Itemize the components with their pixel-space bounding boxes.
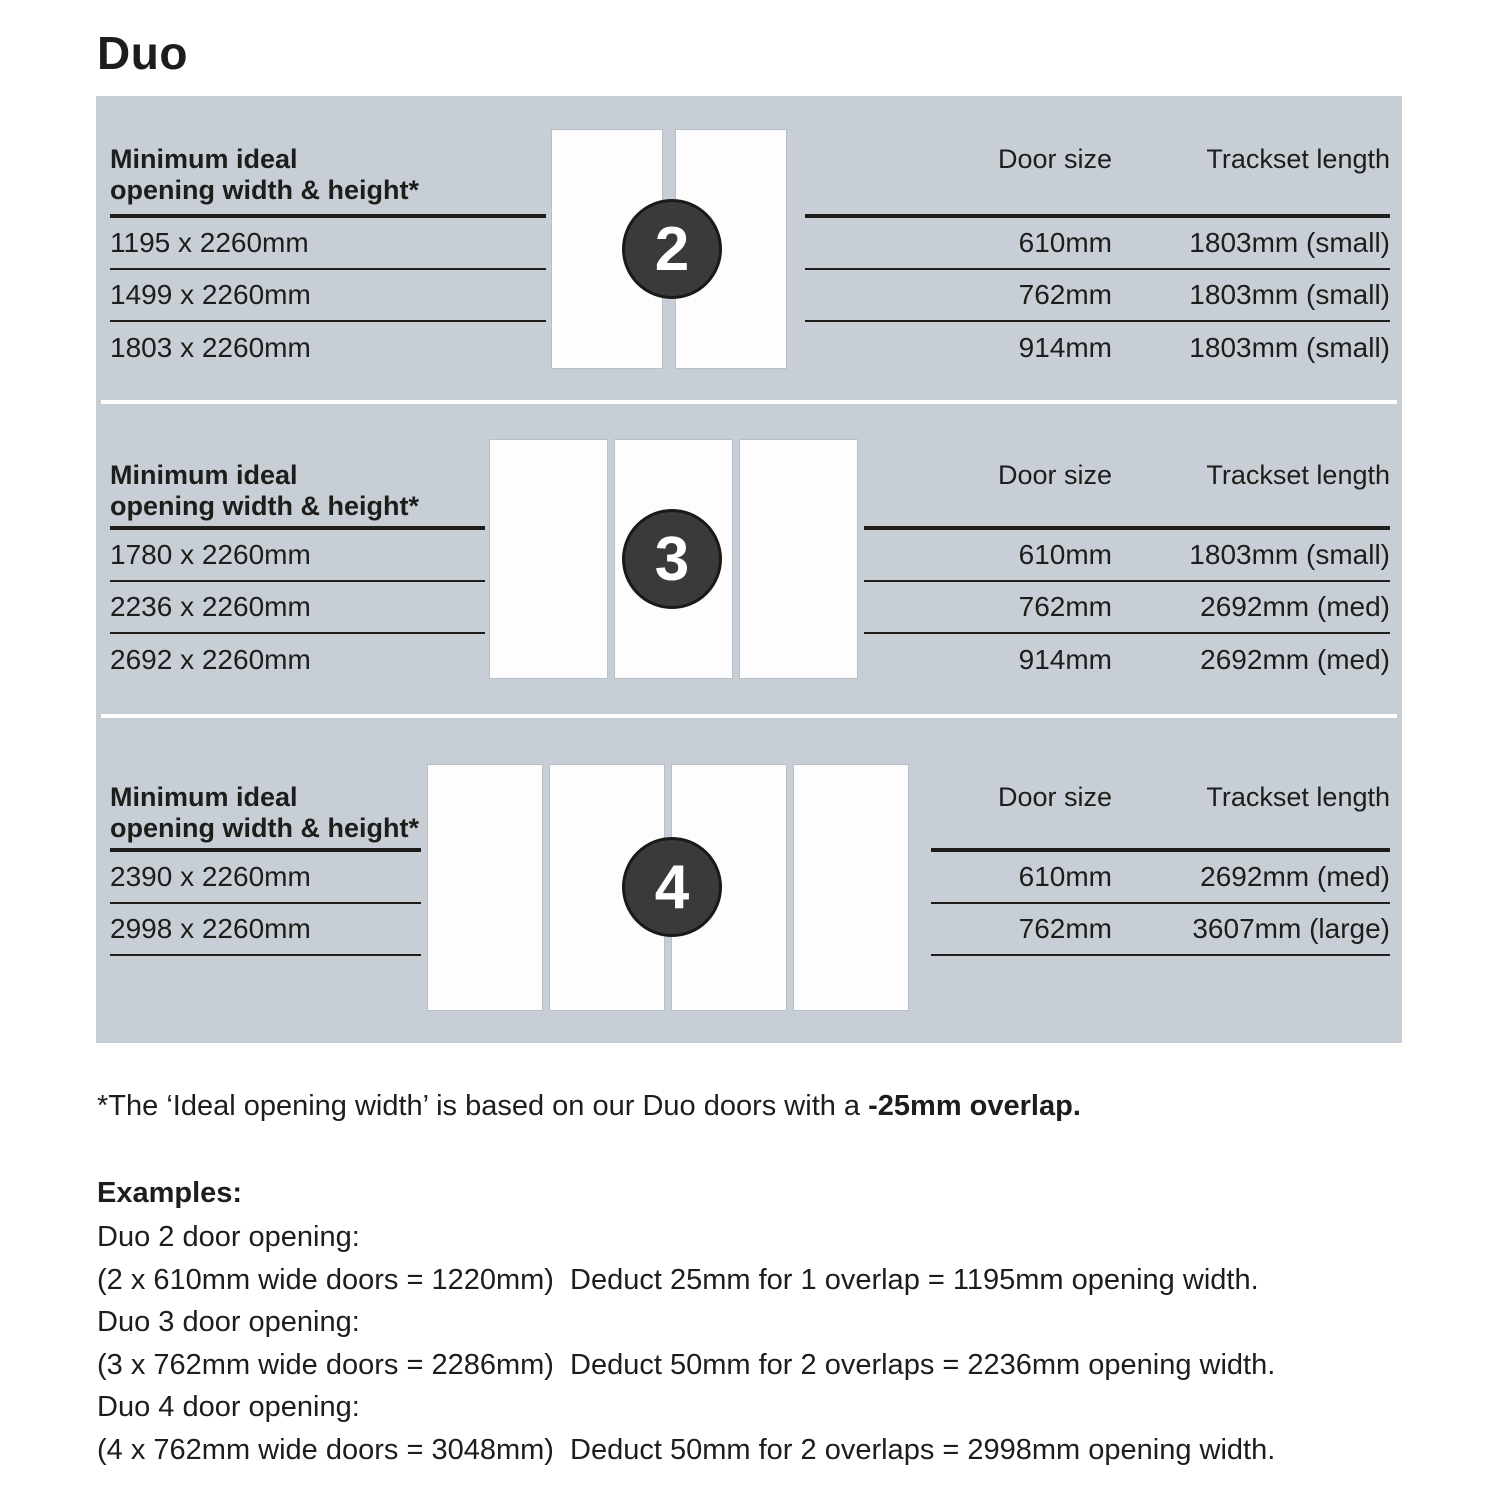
example-label: Duo 4 door opening: [97, 1391, 360, 1423]
examples-list [97, 1216, 1275, 1471]
table-row [864, 634, 1390, 686]
opening-size-row: 2390 x 2260mm [110, 852, 421, 904]
trackset-table-rows [931, 852, 1390, 956]
opening-size-header [110, 782, 419, 844]
trackset-length-cell: 1803mm (small) [1189, 227, 1390, 258]
opening-sizes-list [110, 218, 546, 374]
door-panel [490, 440, 607, 678]
table-row [864, 582, 1390, 634]
door-size-header: Door size [997, 144, 1112, 174]
trackset-length-cell: 3607mm (large) [1192, 913, 1390, 944]
door-size-cell: 914mm [1018, 332, 1112, 363]
trackset-table-header [864, 460, 1390, 491]
trackset-length-header: Trackset length [1206, 460, 1390, 490]
door-size-cell: 610mm [1018, 539, 1112, 570]
door-size-header: Door size [997, 782, 1112, 812]
trackset-length-cell: 2692mm (med) [1200, 644, 1390, 675]
table-row [864, 530, 1390, 582]
trackset-length-cell: 2692mm (med) [1200, 591, 1390, 622]
trackset-table-rows [864, 530, 1390, 686]
example-detail: (4 x 762mm wide doors = 3048mm) Deduct 50mm for 2 overlaps = 2998mm opening width. [97, 1433, 1276, 1466]
door-panel [794, 765, 908, 1010]
trackset-table-header [805, 144, 1390, 175]
door-size-cell: 610mm [1018, 861, 1112, 892]
opening-size-row: 1780 x 2260mm [110, 530, 485, 582]
example-item [97, 1301, 1275, 1386]
table-row [931, 904, 1390, 956]
opening-size-row: 2998 x 2260mm [110, 904, 421, 956]
example-detail: (2 x 610mm wide doors = 1220mm) Deduct 25mm for 1 overlap = 1195mm opening width. [97, 1263, 1259, 1296]
trackset-length-cell: 1803mm (small) [1189, 279, 1390, 310]
opening-header-line2: opening width & height* [110, 491, 419, 521]
trackset-length-header: Trackset length [1206, 144, 1390, 174]
trackset-table [931, 718, 1390, 1043]
table-row [931, 852, 1390, 904]
section-2-door [96, 96, 1402, 400]
door-count-badge: 3 [622, 509, 722, 609]
opening-size-row: 1195 x 2260mm [110, 218, 546, 270]
opening-size-header [110, 144, 419, 206]
examples-heading: Examples: [97, 1177, 243, 1209]
door-panel [428, 765, 542, 1010]
trackset-length-cell: 2692mm (med) [1200, 861, 1390, 892]
example-label: Duo 3 door opening: [97, 1306, 360, 1338]
example-item [97, 1216, 1275, 1301]
door-size-cell: 610mm [1018, 227, 1112, 258]
opening-size-row: 1499 x 2260mm [110, 270, 546, 322]
footnote-bold-text: -25mm overlap. [868, 1090, 1081, 1122]
section-4-door [96, 718, 1402, 1043]
trackset-length-cell: 1803mm (small) [1189, 539, 1390, 570]
footnote-text: *The ‘Ideal opening width’ is based on our Duo doors with a [97, 1090, 869, 1122]
opening-size-header [110, 460, 419, 522]
opening-sizes-list [110, 852, 421, 956]
table-row [805, 218, 1390, 270]
section-3-door [96, 404, 1402, 714]
page-title: Duo [97, 27, 188, 79]
opening-header-line1: Minimum ideal [110, 144, 298, 174]
door-count-badge: 4 [622, 837, 722, 937]
door-size-cell: 762mm [1018, 279, 1112, 310]
trackset-length-header: Trackset length [1206, 782, 1390, 812]
door-size-header: Door size [997, 460, 1112, 490]
opening-header-line1: Minimum ideal [110, 782, 298, 812]
door-size-cell: 914mm [1018, 644, 1112, 675]
opening-size-row: 1803 x 2260mm [110, 332, 311, 363]
example-label: Duo 2 door opening: [97, 1221, 360, 1253]
opening-header-line2: opening width & height* [110, 175, 419, 205]
door-size-cell: 762mm [1018, 913, 1112, 944]
table-row [805, 322, 1390, 374]
opening-header-line1: Minimum ideal [110, 460, 298, 490]
opening-sizes-list [110, 530, 485, 686]
table-row [805, 270, 1390, 322]
door-panel [740, 440, 857, 678]
door-count-badge: 2 [622, 199, 722, 299]
opening-size-row: 2236 x 2260mm [110, 582, 485, 634]
opening-header-line2: opening width & height* [110, 813, 419, 843]
trackset-length-cell: 1803mm (small) [1189, 332, 1390, 363]
example-item [97, 1386, 1275, 1471]
trackset-table [864, 404, 1390, 714]
trackset-table-header [931, 782, 1390, 813]
footnote [97, 1085, 1081, 1128]
trackset-table [805, 96, 1390, 400]
trackset-table-rows [805, 218, 1390, 374]
opening-size-row: 2692 x 2260mm [110, 644, 311, 675]
size-guide-panel [96, 96, 1402, 1043]
example-detail: (3 x 762mm wide doors = 2286mm) Deduct 50mm for 2 overlaps = 2236mm opening width. [97, 1348, 1276, 1381]
door-size-cell: 762mm [1018, 591, 1112, 622]
